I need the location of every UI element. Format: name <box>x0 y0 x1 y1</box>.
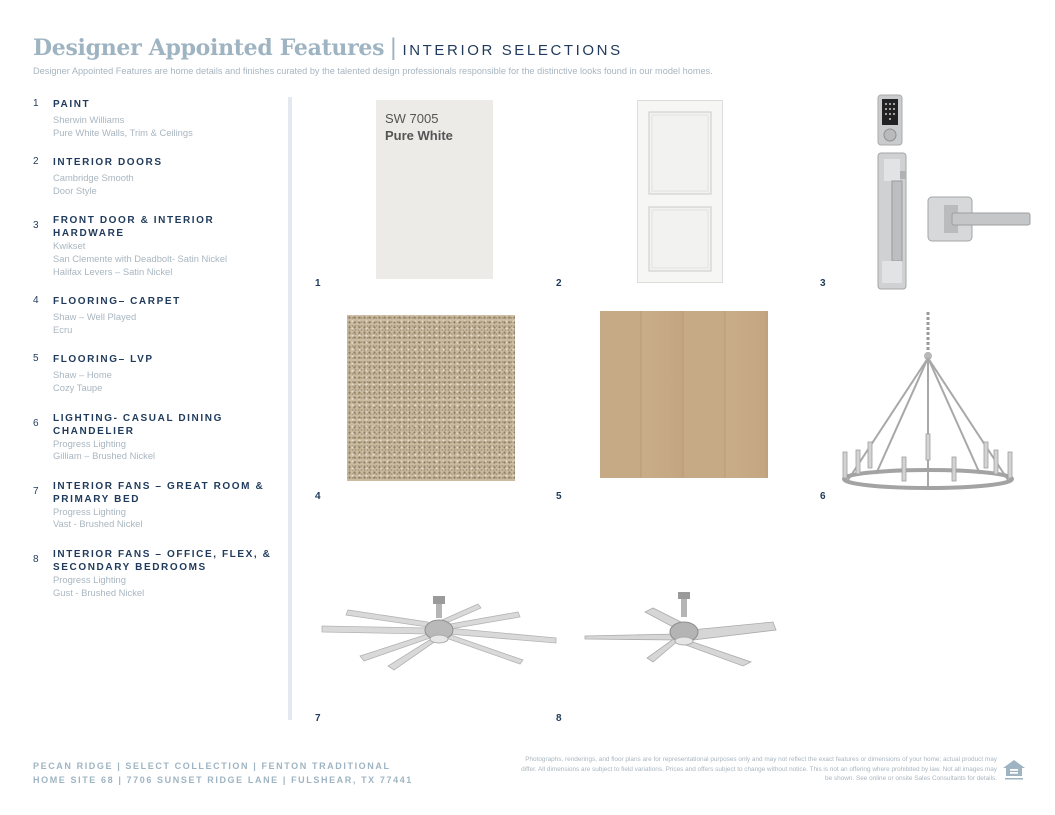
footer-disclaimer: Photographs, renderings, and floor plans are for representational purposes only and may not reflect the exact features or dimensions of your home; actual product may differ. All dimensions are subject to field variations. Prices and offers subject to change without notice. This is not an offering where prohibited by law. Not all images may be shown. See online or onsite Sales Consultants for details. <box>521 756 997 782</box>
paint-swatch-image <box>376 100 493 279</box>
swatch-code: SW 7005 <box>385 111 439 126</box>
page-header <box>33 34 623 62</box>
page-subtitle: Designer Appointed Features are home details and finishes curated by the talented design professionals responsible for the distinctive looks found in our model homes. <box>33 66 713 76</box>
feature-number: 6 <box>33 417 39 429</box>
feature-line: Door Style <box>53 184 97 196</box>
feature-line: Progress Lighting <box>53 573 126 585</box>
feature-number: 3 <box>33 220 39 232</box>
feature-line: Shaw – Home <box>53 369 112 381</box>
feature-line: Shaw – Well Played <box>53 311 137 323</box>
footer-collection: PECAN RIDGE | SELECT COLLECTION | FENTON TRADITIONAL <box>33 761 391 771</box>
feature-item-7 <box>33 480 278 531</box>
secondary-fan-image <box>583 590 778 668</box>
door-hardware-image <box>870 93 1035 293</box>
feature-item-5 <box>33 353 278 394</box>
feature-line: Sherwin Williams <box>53 114 125 125</box>
feature-number: 5 <box>33 353 39 365</box>
image-caption: 2 <box>556 278 562 289</box>
equal-housing-icon <box>1002 759 1026 781</box>
lvp-flooring-image <box>600 311 768 478</box>
section-title: INTERIOR SELECTIONS <box>402 42 623 59</box>
feature-line: Kwikset <box>53 240 86 252</box>
swatch-name: Pure White <box>385 128 453 143</box>
feature-line: Gilliam – Brushed Nickel <box>53 450 156 462</box>
image-caption: 8 <box>556 713 562 724</box>
feature-line: Progress Lighting <box>53 505 126 517</box>
feature-number: 4 <box>33 295 39 307</box>
feature-title: PAINT <box>53 99 91 110</box>
features-list <box>33 98 278 599</box>
image-caption: 1 <box>315 278 321 289</box>
feature-line: Progress Lighting <box>53 437 126 449</box>
feature-line: Cozy Taupe <box>53 381 103 393</box>
image-caption: 4 <box>315 491 321 502</box>
image-caption: 5 <box>556 491 562 502</box>
feature-title: INTERIOR FANS – GREAT ROOM & PRIMARY BED <box>53 480 265 505</box>
feature-number: 8 <box>33 553 39 565</box>
feature-item-4 <box>33 295 278 336</box>
feature-item-1 <box>33 98 278 139</box>
feature-item-3 <box>33 214 278 278</box>
feature-title: FLOORING– LVP <box>53 354 154 366</box>
image-caption: 6 <box>820 491 826 502</box>
feature-title: INTERIOR FANS – OFFICE, FLEX, & SECONDARY BEDROOMS <box>53 548 272 573</box>
feature-title: FRONT DOOR & INTERIOR HARDWARE <box>53 215 215 240</box>
great-room-fan-image <box>318 594 560 674</box>
feature-number: 2 <box>33 156 39 168</box>
feature-line: Gust - Brushed Nickel <box>53 586 145 598</box>
divider-line <box>288 97 292 720</box>
feature-line: Vast - Brushed Nickel <box>53 518 143 530</box>
feature-line: Cambridge Smooth <box>53 172 134 184</box>
title-separator: | <box>390 34 397 61</box>
feature-item-2 <box>33 156 278 197</box>
feature-number: 1 <box>33 98 39 109</box>
feature-item-6 <box>33 412 278 463</box>
chandelier-image <box>836 312 1020 494</box>
feature-title: INTERIOR DOORS <box>53 157 163 169</box>
feature-title: FLOORING– CARPET <box>53 296 181 308</box>
feature-item-8 <box>33 548 278 599</box>
interior-door-image <box>637 100 723 283</box>
footer-address: HOME SITE 68 | 7706 SUNSET RIDGE LANE | FULSHEAR, TX 77441 <box>33 775 413 785</box>
footer-community-info <box>33 759 413 787</box>
feature-title: LIGHTING- CASUAL DINING CHANDELIER <box>53 412 223 437</box>
feature-number: 7 <box>33 485 39 497</box>
page-title: Designer Appointed Features <box>33 35 385 61</box>
feature-line: San Clemente with Deadbolt- Satin Nickel <box>53 252 228 264</box>
image-caption: 7 <box>315 713 321 724</box>
feature-line: Halifax Levers – Satin Nickel <box>53 265 173 277</box>
carpet-image <box>347 315 515 481</box>
image-caption: 3 <box>820 278 826 289</box>
feature-line: Pure White Walls, Trim & Ceilings <box>53 126 193 138</box>
feature-line: Ecru <box>53 323 73 335</box>
